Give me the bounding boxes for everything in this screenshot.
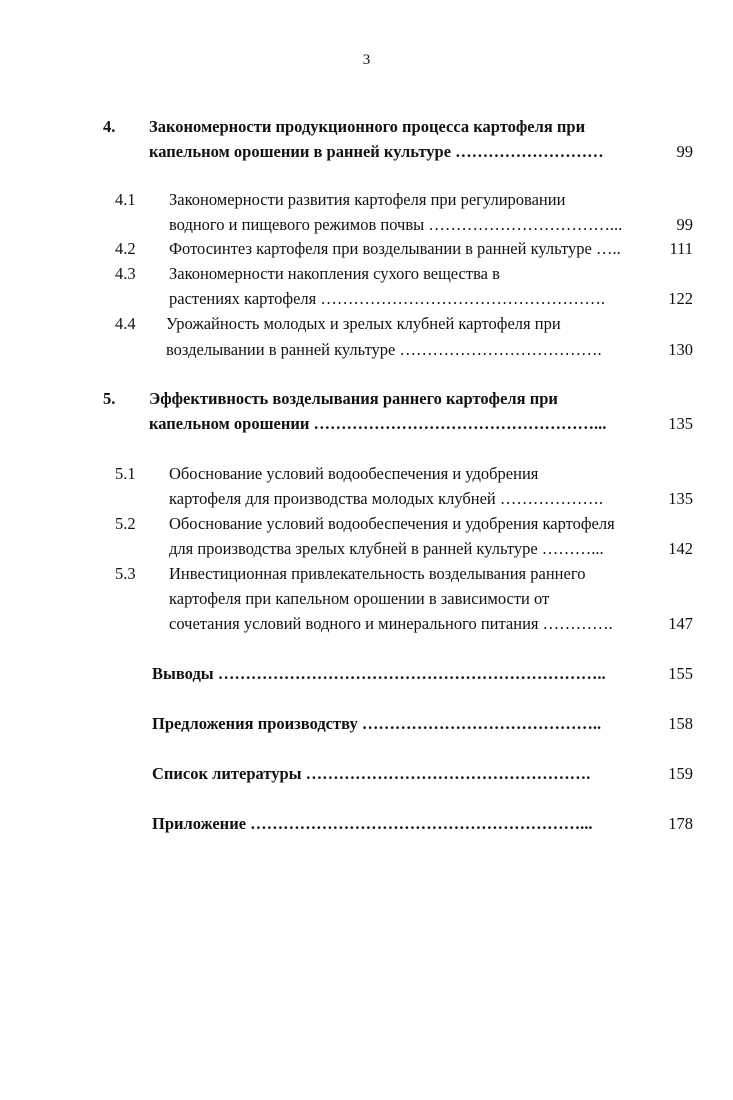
toc-entry-title-line: сочетания условий водного и минерального питания …………. [169,614,613,633]
toc-entry-page: 111 [669,239,693,258]
toc-entry-page: 122 [668,289,693,308]
toc-entry-title-line: Обоснование условий водообеспечения и удобрения [169,464,539,483]
toc-entry-title-line: Закономерности накопления сухого вещества в [169,264,500,283]
toc-entry-title-line: Обоснование условий водообеспечения и удобрения картофеля [169,514,615,533]
toc-entry-number: 5.1 [115,464,136,483]
toc-extra-label: Выводы …………………………………………………………….. [152,664,606,683]
toc-entry-page: 99 [676,215,693,234]
toc-entry-page: 99 [676,142,693,161]
toc-entry-title-line: Инвестиционная привлекательность возделывания раннего [169,564,586,583]
toc-entry-number: 5.3 [115,564,136,583]
toc-entry-number: 5.2 [115,514,136,533]
toc-entry-title-line: картофеля при капельном орошении в зависимости от [169,589,550,608]
toc-extra-page: 158 [668,714,693,733]
toc-entry-title-line: Закономерности развития картофеля при регулировании [169,190,566,209]
toc-extra-label: Приложение ……………………………………………………... [152,814,593,833]
toc-extra-page: 178 [668,814,693,833]
toc-entry-number: 4.1 [115,190,136,209]
toc-extra-label: Список литературы ……………………………………………. [152,764,591,783]
toc-entry-page: 142 [668,539,693,558]
toc-entry-number: 4.4 [115,314,136,333]
toc-entry-page: 135 [668,414,693,433]
toc-entry-number: 4. [103,117,116,136]
toc-extra-page: 159 [668,764,693,783]
toc-entry-title-line: капельном орошении ……………………………………………... [149,414,607,433]
toc-entry-number: 5. [103,389,116,408]
toc-entry-title-line: возделывании в ранней культуре ………………………………. [166,340,602,359]
toc-entry-page: 147 [668,614,693,633]
toc-entry-title-line: Закономерности продукционного процесса картофеля при [149,117,586,136]
toc-entry-title-line: Фотосинтез картофеля при возделывании в ранней культуре ….. [169,239,621,258]
toc-entry-number: 4.2 [115,239,136,258]
toc-entry-title-line: Эффективность возделывания раннего картофеля при [149,389,558,408]
toc-entry-page: 130 [668,340,693,359]
toc-entry-title-line: для производства зрелых клубней в ранней культуре ………... [169,539,604,558]
toc-entry-title-line: Урожайность молодых и зрелых клубней картофеля при [166,314,561,333]
toc-entry-number: 4.3 [115,264,136,283]
toc-entry-title-line: картофеля для производства молодых клубней ………………. [169,489,604,508]
page-number: 3 [362,52,371,68]
toc-extra-page: 155 [668,664,693,683]
toc-extra-label: Предложения производству …………………………………….. [152,714,602,733]
toc-entry-title-line: растениях картофеля ……………………………………………. [169,289,606,308]
toc-entry-page: 135 [668,489,693,508]
toc-entry-title-line: капельном орошении в ранней культуре ……………………… [149,142,604,161]
toc-entry-title-line: водного и пищевого режимов почвы ……………………………... [169,215,623,234]
